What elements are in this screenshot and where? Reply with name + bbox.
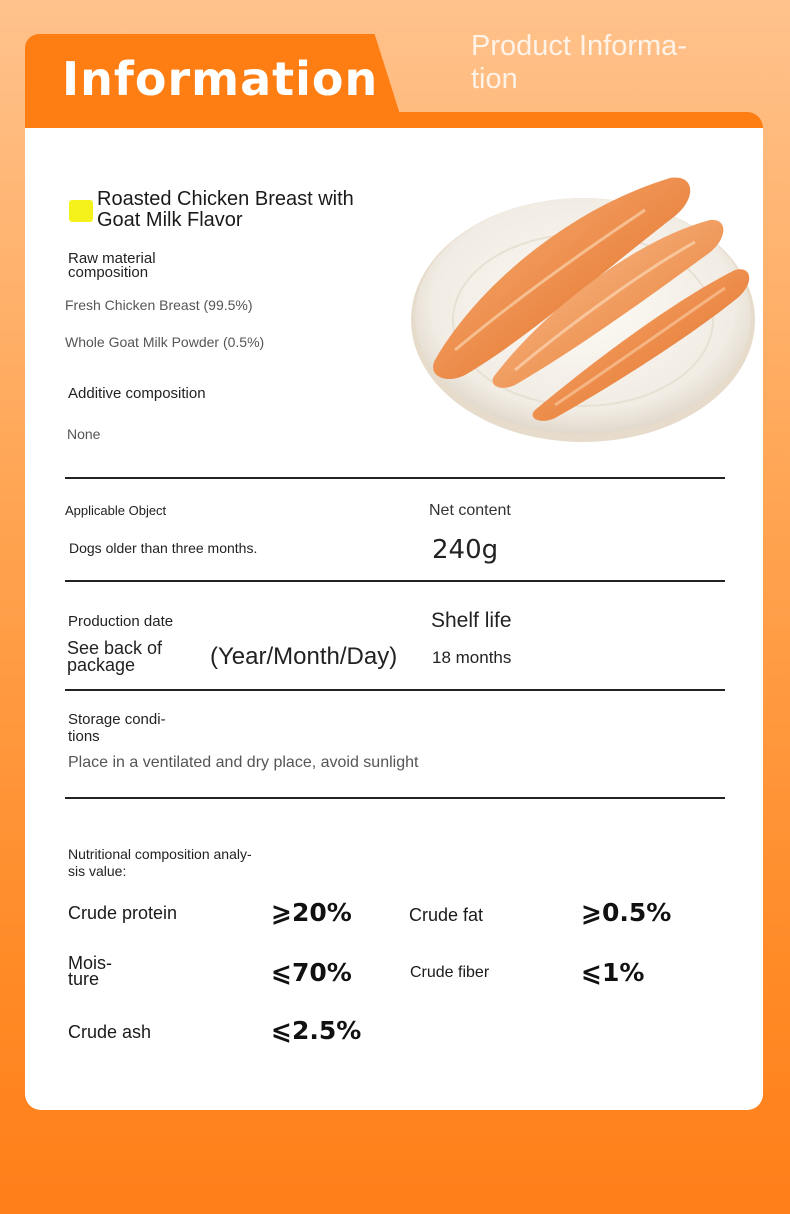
page-subtitle-line1: Product Informa- xyxy=(471,30,687,62)
storage-label-line1: Storage condi- xyxy=(68,711,166,728)
shelf-life-value: 18 months xyxy=(432,648,512,667)
storage-label-line2: tions xyxy=(68,728,100,745)
page-subtitle xyxy=(471,30,731,96)
production-date-value xyxy=(67,640,162,674)
production-date-format: (Year/Month/Day) xyxy=(210,643,398,670)
product-name-line2: Goat Milk Flavor xyxy=(97,209,243,231)
nutrition-name: Crude fat xyxy=(409,905,484,925)
nutrition-value: ⩽70% xyxy=(271,958,352,987)
nutrition-label-line1: Nutritional composition analy- xyxy=(68,846,252,862)
divider xyxy=(65,689,725,691)
raw-material-label-line1: Raw material xyxy=(68,250,156,267)
product-image xyxy=(405,170,760,460)
raw-material-item: Whole Goat Milk Powder (0.5%) xyxy=(65,334,265,350)
nutrition-name: Crude fiber xyxy=(410,964,490,981)
net-content-label: Net content xyxy=(429,502,511,519)
net-content-value: 240g xyxy=(432,535,499,565)
divider xyxy=(65,797,725,799)
additive-value: None xyxy=(67,426,101,442)
raw-material-label-line2: composition xyxy=(68,264,149,281)
nutrition-name-line2: ture xyxy=(68,969,100,989)
nutrition-value: ⩾20% xyxy=(271,898,352,927)
applicable-object-label: Applicable Object xyxy=(65,503,167,518)
additive-label: Additive composition xyxy=(68,385,206,402)
production-date-value-line1: See back of xyxy=(67,638,163,658)
nutrition-name: Crude ash xyxy=(68,1022,152,1042)
nutrition-value: ⩽2.5% xyxy=(271,1016,362,1045)
yellow-bullet-icon xyxy=(69,200,93,222)
storage-label xyxy=(68,711,166,745)
nutrition-value: ⩽1% xyxy=(581,958,645,987)
divider xyxy=(65,477,725,479)
nutrition-name-line1: Mois- xyxy=(68,953,112,973)
shelf-life-label: Shelf life xyxy=(431,609,512,632)
production-date-value-line2: package xyxy=(67,655,136,675)
page-title: Information xyxy=(62,52,379,106)
divider xyxy=(65,580,725,582)
nutrition-value: ⩾0.5% xyxy=(581,898,672,927)
roasted-chicken-plate-icon xyxy=(405,170,760,460)
production-date-label: Production date xyxy=(68,613,174,630)
product-name-line1: Roasted Chicken Breast with xyxy=(97,188,354,210)
page-subtitle-line2: tion xyxy=(471,63,518,95)
nutrition-label-line2: sis value: xyxy=(68,863,127,879)
applicable-object-value: Dogs older than three months. xyxy=(69,540,258,556)
storage-value: Place in a ventilated and dry place, avoid sunlight xyxy=(68,754,419,771)
nutrition-label xyxy=(68,846,252,880)
nutrition-name: Crude protein xyxy=(68,903,178,923)
raw-material-label xyxy=(68,252,156,280)
product-name xyxy=(97,189,354,231)
raw-material-item: Fresh Chicken Breast (99.5%) xyxy=(65,297,253,313)
nutrition-name xyxy=(68,955,112,987)
